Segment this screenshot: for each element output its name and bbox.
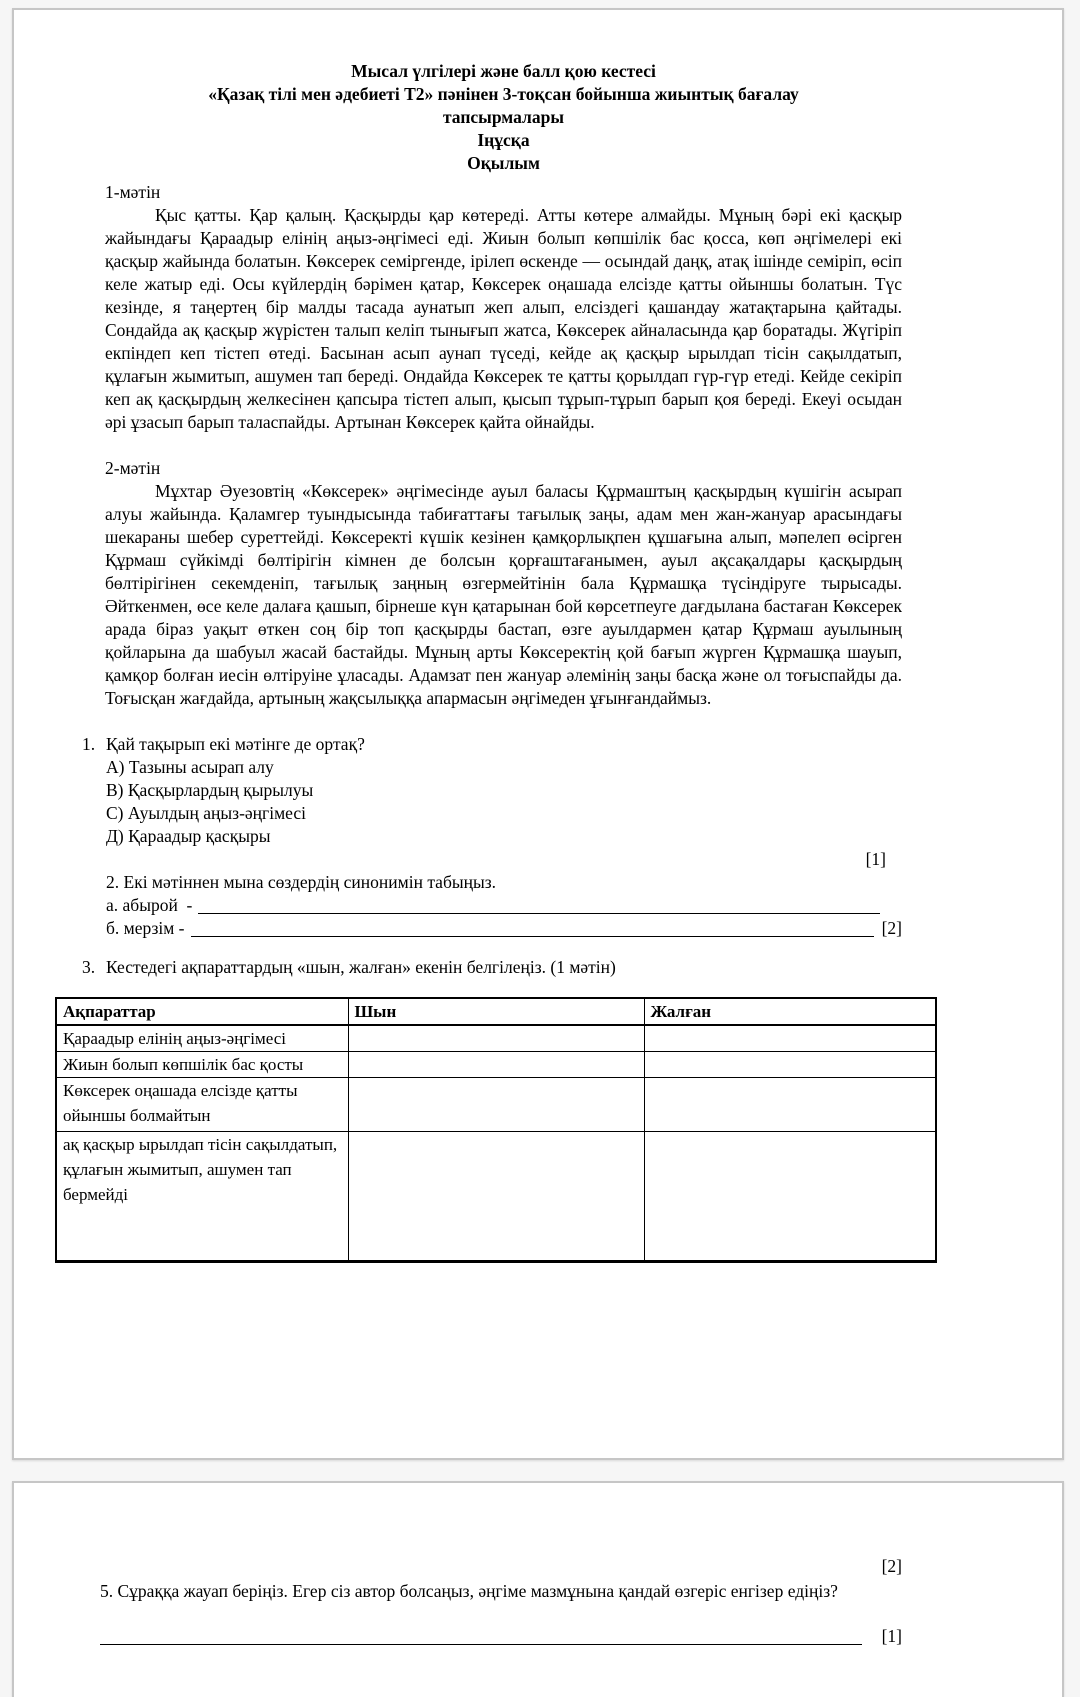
table-row bbox=[56, 1132, 936, 1262]
doc-title-line: Мысал үлгілері және балл қою кестесі bbox=[351, 61, 656, 81]
table-cell-info: Қараадыр елінің аңыз-әңгімесі bbox=[56, 1025, 348, 1052]
doc-title bbox=[105, 60, 902, 175]
question-2: 2. Екі мәтіннен мына сөздердің синонимін табыңыз. bbox=[106, 872, 497, 892]
question-5: 5. Сұраққа жауап беріңіз. Егер сіз автор болсаңыз, әңгіме мазмұнына қандай өзгеріс енгізер едіңіз? bbox=[100, 1581, 838, 1601]
table-cell-false bbox=[644, 1052, 936, 1078]
answer-blank-a bbox=[106, 894, 902, 917]
table-cell-info: ақ қасқыр ырылдап тісін сақылдатып, құлағын жымитып, ашумен тап бермейді bbox=[56, 1132, 348, 1262]
question-2-mark: [2] bbox=[881, 918, 902, 938]
question-1 bbox=[82, 733, 902, 756]
question-1-option-b: В) Қасқырлардың қырылуы bbox=[106, 780, 314, 800]
question-1-number: 1. bbox=[82, 734, 96, 754]
question-5-underline bbox=[100, 1643, 862, 1645]
table-header-row bbox=[56, 998, 936, 1025]
doc-variant-line: Іңұсқа bbox=[477, 130, 530, 150]
table-cell-false bbox=[644, 1132, 936, 1262]
question-3 bbox=[82, 956, 902, 979]
text2-paragraph: Мұхтар Әуезовтің «Көксерек» әңгімесінде ауыл баласы Құрмаштың қасқырдың күшігін асырап алуы жайында. Қаламгер туындысында табиғаттағы тағылық заңы, адам мен жан-жануар арасындағы шекараны шебер суреттейді. Көксеректі күшік кезінен қамқорлықпен құшағына алып, мәпелеп өсірген Құрмаш сүйкімді бөлтірігін кімнен де болсын қорғаштағанымен, ауыл ақсақалдары қасқырдың бөлтірігінен секемденіп, тағылық заңның өзгермейтінін бала Құрмашқа түсіндіруге тырысады. Әйткенмен, өсе келе далаға қашып, бірнеше күн қатарынан бой көрсетпеуге дағдылана бастаған Көксерек арада біраз уақыт өткен соң бір топ қасқырды бастап, өзге ауылдармен қатар Құрмаш ауылының қойларына да шабуыл жасай бастайды. Мұның арты Көксеректің қой бағып жүрген Құрмашқа шауып, қамқор болған иесін өлтіруіне ұласады. Адамзат пен жануар әлемінің заңы басқа және ол тоғыспайды да. Тоғысқан жағдайда, артының жақсылыққа апармасын әңгімеден ұғынғандаймыз. bbox=[105, 481, 902, 708]
text2-heading: 2-мәтін bbox=[105, 458, 161, 478]
table-header-info: Ақпараттар bbox=[56, 998, 348, 1025]
text1-paragraph: Қыс қатты. Қар қалың. Қасқырды қар көтереді. Атты көтере алмайды. Мұның бәрі екі қасқыр жайындағы Қараадыр елінің аңыз-әңгімесі еді. Жиын болып көпшілік бас қосса, көп әңгімелері екі қасқыр жайында болатын. Көксерек семіргенде, ірілеп өскенде — осындай даңқ, атақ ішінде семіріп, өсіп келе жатыр еді. Осы күйлердің бәрімен қатар, Көксерек оңашада елсізде қатты ойыншы болатын. Түс кезінде, я таңертең бір малды тасада аунатып жеп алып, елсіздегі қашандау жатақтарына қайтады. Сондайда ақ қасқыр жүрістен талып келіп тынығып жатса, Көксерек айналасында қар боратады. Жүгіріп екпіндеп кеп тістеп өтеді. Басынан асып аунап түседі, кейде ақ қасқыр ырылдап тісін сақылдатып, құлағын жымитып, ашумен тап береді. Ондайда Көксерек те қатты қорылдап гүр-гүр етеді. Кейде секіріп кеп ақ қасқырдың желкесінен қапсыра тістеп алып, қысып тұрып-тұрып барып қоя береді. Екеуі осыдан әрі ұзасып барып таласпайды. Артынан Көксерек қайта ойнайды. bbox=[105, 205, 902, 432]
table-row bbox=[56, 1078, 936, 1132]
question-3-text: Кестедегі ақпараттардың «шын, жалған» екенін белгілеңіз. (1 мәтін) bbox=[106, 957, 616, 977]
question-1-option-d: Д) Қараадыр қасқыры bbox=[106, 826, 271, 846]
table-cell-info: Жиын болып көпшілік бас қосты bbox=[56, 1052, 348, 1078]
answer-underline-b bbox=[191, 935, 874, 937]
table-cell-true bbox=[348, 1025, 644, 1052]
table-cell-info: Көксерек оңашада елсізде қатты ойыншы болмайтын bbox=[56, 1078, 348, 1132]
text1-heading: 1-мәтін bbox=[105, 182, 161, 202]
answer-underline-a bbox=[198, 912, 880, 914]
doc-section-line: Оқылым bbox=[467, 153, 540, 173]
table-cell-false bbox=[644, 1078, 936, 1132]
question-3-number: 3. bbox=[82, 957, 96, 977]
doc-title-line: «Қазақ тілі мен әдебиеті Т2» пәнінен 3-тоқсан бойынша жиынтық бағалау bbox=[208, 84, 799, 104]
table-cell-true bbox=[348, 1132, 644, 1262]
table-row bbox=[56, 1025, 936, 1052]
question-5-mark: [1] bbox=[881, 1626, 902, 1646]
page-1 bbox=[12, 8, 1064, 1460]
question-1-option-c: С) Ауылдың аңыз-әңгімесі bbox=[106, 803, 306, 823]
answer-blank-b bbox=[106, 917, 902, 940]
table-cell-false bbox=[644, 1025, 936, 1052]
table-cell-true bbox=[348, 1052, 644, 1078]
doc-title-line: тапсырмалары bbox=[443, 107, 564, 127]
question-1-option-a: А) Тазыны асырап алу bbox=[106, 757, 274, 777]
reading-section bbox=[105, 181, 902, 710]
page-2 bbox=[12, 1481, 1064, 1697]
answer-label-b: б. мерзім - bbox=[106, 918, 185, 938]
question-1-mark: [1] bbox=[865, 849, 886, 869]
question-1-text: Қай тақырып екі мәтінге де ортақ? bbox=[106, 734, 365, 754]
table-row bbox=[56, 1052, 936, 1078]
truth-table bbox=[55, 997, 937, 1263]
page2-mark-top: [2] bbox=[881, 1556, 902, 1576]
table-header-false: Жалған bbox=[644, 998, 936, 1025]
question-5-answer-blank bbox=[100, 1625, 902, 1648]
table-header-true: Шын bbox=[348, 998, 644, 1025]
table-cell-true bbox=[348, 1078, 644, 1132]
questions-section bbox=[82, 733, 902, 979]
answer-label-a: а. абырой - bbox=[106, 895, 193, 915]
